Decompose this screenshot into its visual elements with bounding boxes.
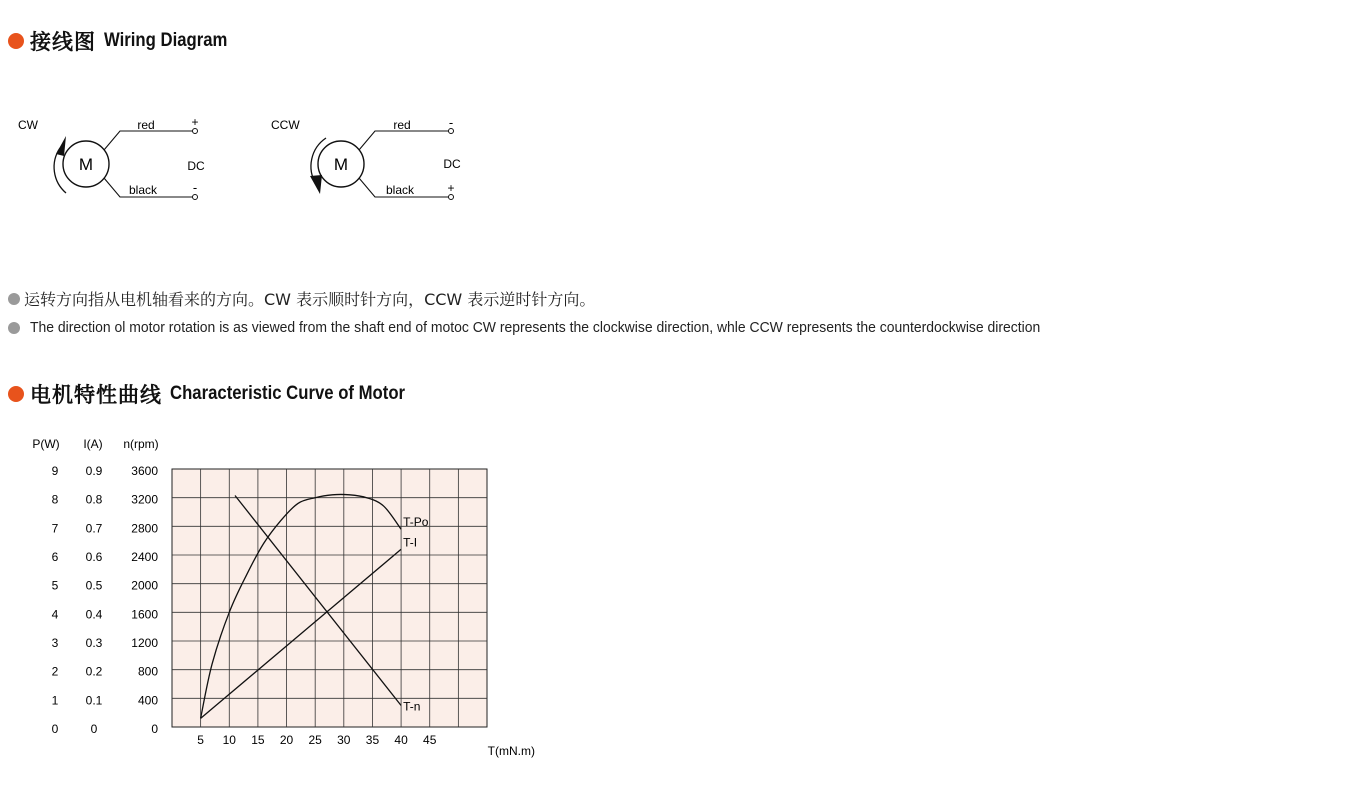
cw-top-sign: + — [191, 115, 199, 129]
y-tick-label: 4 — [51, 607, 59, 622]
series-label-t-i: T-I — [403, 535, 418, 550]
x-tick-label: 40 — [394, 733, 408, 747]
y-tick-label: 0.3 — [85, 636, 103, 650]
wiring-diagram-title — [8, 26, 244, 56]
y-tick-label: 0 — [151, 722, 158, 736]
y-tick-label: 3200 — [131, 492, 158, 507]
ccw-top-sign: - — [448, 115, 454, 130]
y-tick-label: 5 — [51, 578, 59, 593]
y-axis-label: n(rpm) — [123, 437, 159, 451]
wiring-diagram — [0, 100, 520, 220]
ccw-red-label: red — [393, 118, 411, 132]
series-label-t-po: T-Po — [403, 515, 429, 530]
cw-black-label: black — [128, 183, 158, 197]
y-tick-label: 0.6 — [85, 550, 103, 564]
y-tick-label: 0 — [90, 722, 98, 736]
y-tick-label: 3600 — [131, 464, 158, 478]
y-tick-label: 8 — [51, 492, 59, 507]
cw-label: CW — [18, 118, 38, 132]
ccw-bottom-sign: + — [447, 181, 455, 195]
y-tick-label: 800 — [137, 664, 158, 679]
note-cn-text: 运转方向指从电机轴看来的方向。CW 表示顺时针方向，CCW 表示逆时针方向。 — [24, 290, 596, 309]
y-tick-label: 0 — [51, 722, 59, 736]
cw-red-label: red — [137, 118, 155, 132]
x-tick-label: 20 — [279, 733, 294, 747]
x-tick-label: 25 — [308, 733, 322, 747]
cw-motor-label: M — [78, 155, 94, 174]
orange-bullet-icon — [8, 33, 24, 49]
note-english — [8, 319, 1116, 336]
y-tick-label: 0.1 — [85, 693, 103, 708]
y-tick-label: 1600 — [131, 607, 158, 622]
series-label-t-n: T-n — [403, 699, 421, 714]
y-tick-label: 0.7 — [85, 521, 103, 536]
ccw-motor-label: M — [333, 155, 349, 174]
characteristic-chart — [0, 430, 560, 770]
note-chinese — [8, 287, 595, 310]
x-tick-label: 10 — [222, 733, 236, 747]
x-axis-label: T(mN.m) — [487, 744, 535, 758]
cw-arrow-icon — [56, 136, 66, 156]
ccw-diagram — [271, 115, 461, 200]
ccw-label: CCW — [271, 118, 300, 132]
plot-area — [172, 469, 487, 727]
note-en-text: The direction ol motor rotation is as viewed from the shaft end of motoc CW represents the clockwise direction, whle CCW represents the counterdockwise direction — [30, 319, 1041, 336]
gray-bullet-icon — [8, 322, 20, 334]
y-tick-label: 3 — [51, 636, 59, 650]
cw-diagram — [18, 115, 205, 200]
y-axis-label: I(A) — [83, 437, 103, 451]
y-tick-label: 2 — [51, 664, 59, 679]
y-tick-label: 7 — [51, 521, 59, 536]
y-tick-label: 0.8 — [85, 492, 103, 507]
y-tick-label: 1 — [51, 693, 59, 708]
y-tick-label: 6 — [51, 550, 59, 564]
cw-top-wire — [104, 131, 194, 150]
curve-title-cn: 电机特性曲线 — [30, 383, 162, 407]
wiring-title-en: Wiring Diagram — [104, 30, 228, 51]
ccw-black-label: black — [385, 183, 415, 197]
y-tick-label: 0.4 — [85, 607, 103, 622]
y-tick-label: 0.9 — [85, 464, 103, 478]
y-tick-label: 0.2 — [85, 664, 103, 679]
curve-title-en: Characteristic Curve of Motor — [170, 383, 406, 404]
y-tick-label: 0.5 — [85, 578, 103, 593]
x-tick-label: 35 — [365, 733, 380, 747]
cw-bottom-sign: - — [192, 180, 198, 195]
ccw-dc-label: DC — [443, 157, 461, 171]
x-tick-label: 5 — [197, 733, 204, 747]
x-tick-label: 15 — [251, 733, 265, 747]
gray-bullet-icon — [8, 293, 20, 305]
y-tick-label: 2400 — [131, 550, 158, 564]
y-tick-label: 2000 — [131, 578, 158, 593]
cw-dc-label: DC — [187, 159, 205, 173]
x-tick-label: 45 — [423, 733, 437, 747]
cw-bottom-terminal — [193, 195, 198, 200]
y-tick-label: 400 — [137, 693, 158, 708]
wiring-title-cn: 接线图 — [30, 30, 96, 54]
ccw-top-wire — [359, 131, 450, 150]
y-tick-label: 9 — [51, 464, 59, 478]
y-tick-label: 2800 — [131, 521, 158, 536]
y-axis-label: P(W) — [32, 437, 60, 451]
ccw-arrow-icon — [310, 175, 322, 194]
characteristic-curve-title — [8, 379, 437, 409]
ccw-bottom-terminal — [449, 195, 454, 200]
x-tick-label: 30 — [337, 733, 351, 747]
orange-bullet-icon — [8, 386, 24, 402]
y-tick-label: 1200 — [131, 636, 158, 650]
cw-top-terminal — [193, 129, 198, 134]
